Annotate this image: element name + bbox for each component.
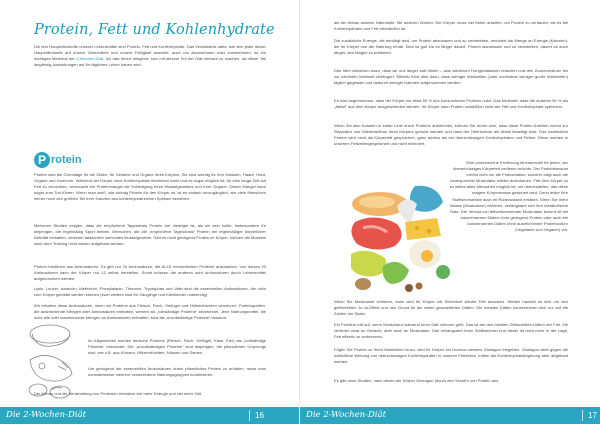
paragraph: Wenn Sie also Kalorien in erster Linie durch Proteine aufnehmen, können Sie sicher sein, dass diese Protein-Kalorien zuerst zur Reparatur und Wiederaufbau Ihres Körpers genutzt werden und dass der Überschuss als Abfall beseitigt wird. Das zusätzliche Protein wird nicht als Körperfett gespeichert, ganz anders als bei überschüssigen Kohlenhydraten und Fetten. Diese werden in unserem Fettzellengespeichert und nicht eliminiert. [334,123,568,147]
paragraph: als der Abbau anderer Nährstoffe. Mit anderen Worten: Der Körper muss viel härter arbeiten, um Protein zu verdauen, als es bei Kohlenhydraten und Fett erforderlich ist. [334,20,568,32]
footer-title: Die 2-Wochen-Diät [306,410,386,420]
page-number: 16 [255,411,264,420]
footer-divider [249,410,250,421]
paragraph: Fügen Sie Protein zu Ihren Mahlzeiten hinzu, wird Ihr Körper ein Hormon namens Glukagon freigeben. Glukagon wirkt gegen die schädliche Wirkung von überschüssigen Kohlenhydraten in unseren Fettzellen, indem die Kohlenhydratsteigerung aber abgebaut werden. [334,347,568,365]
paragraph: Mehreren Studien zeigten, dass die empfohlene Tagesdosis Protein viel niedriger ist, als sie sein sollte. Insbesondere für diejenigen, die regelmäßig Sport treiben. Menschen, die die „empfohlene Tagesdosis“ Protein bei regelmäßiger körperlicher Aktivität einhalten, verlieren tatsächlich wertvolles Muskelgewebe. Gibt es nicht genügend Protein im Körper, können die Muskeln nach dem Training nicht wieder aufgebaut werden. [34,223,266,247]
paragraph: Die zusätzliche Energie, die benötigt wird, um Protein abzubauen und zu verarbeiten, reduziert die Menge an Energie (Kalorien), die Ihr Körper von der Nahrung erhält. Dies ist gut! Da es länger dauert, Protein abzubauen und zu verarbeiten, dauert es auch länger, den Magen zu entleeren. [334,38,568,56]
paragraph: Es wird angenommen, dass der Körper nur etwa 50 % des konsumierten Proteins nutzt. Das bedeutet, dass die anderen 50 % als „Abfall“ aus dem Körper ausgeschieden werden. Ihr Körper kann Protein schließlich nicht wie Fett und Kohlenhydrate speichern. [334,98,568,110]
section-initial-badge: P [34,152,50,168]
section-heading: rotein [51,154,82,166]
paragraph: Ein Problem tritt auf, wenn Muskulatur während einer Diät verloren geht. Das ist bei den meisten Zeitschriften-Diäten der Fall. Sie verlieren zwar an Gewicht, aber auch an Muskulatur. Das verlangsamt Ihren Stoffwechsel und dieser ist nicht mehr in der Lage, Fett effektiv zu verbrennen. [334,322,568,340]
intro-paragraph [34,44,266,68]
protein-food-icons [345,176,455,294]
protein-line-art-icon [22,320,80,402]
footer-divider [582,410,583,421]
page-title: Protein, Fett und Kohlenhydrate [34,22,275,38]
paragraph: Wir erhalten diese Aminosäuren, wenn wir Proteine aus Fleisch, Fisch, Geflügel und Hülsenfrüchten verzehren. Proteinquellen, die ausreichende Mengen aller Aminosäuren enthalten, werden als „vollständige Proteine“ bezeichnet. Jene Nahrungsmittel, die nicht alle oder ausreichende Mengen an Aminosäuren enthalten, sind als „unvollständige Proteine“ bekannt. [34,303,266,321]
paragraph: Der Abbau und die Verarbeitung von Proteinen erfordern viel mehr Energie und viel mehr Zeit [34,391,202,396]
paragraph: Es gibt neue Studien, nach denen der Körper Glukagon (durch den Verzehr von Protein aus [334,378,499,383]
paragraph: Um genügend der essenziellen Aminosäuren durch pflanzliches Protein zu erhalten, muss man normalerweise mehrere verschiedene Nahrungsgruppen kombinieren. [88,366,266,378]
paragraph: Das führt wiederum dazu, dass wir uns länger satt fühlen – was wiederum Hungerattacken reduziert und den Zuckerzustrom bis zur nächsten Mahlzeit verlängert. Effektiv führt dies dazu, dass weniger Mahlzeiten (oder zumindest weniger große Mahlzeiten) täglich gegessen und dadurch weniger Kalorien aufgenommen werden. [334,68,568,86]
intro-highlight: 2-Wochen-Diät [76,56,104,62]
paragraph: Wenn Sie Muskulatur verlieren, dann wird Ihr Körper mit Sicherheit wieder Fett ansetzen. Hierbei handelt es sich um den gefürchteten Jo-Jo-Effekt und den Grund für die vielen gescheiterten Diäten. Die meisten Diäten konzentrieren sich nur auf die Zahlen der Skala. [334,299,568,317]
paragraph: Im Allgemeinen werden tierische Proteine (Fleisch, Fisch, Geflügel, Käse, Eier) als „vollständige Proteine“ betrachtet. Die „unvollständigen Proteine“ sind diejenigen, die pflanzlichen Ursprungs sind, wie z.B. aus Körnern, Hülsenfrüchten, Nüssen und Samen. [88,338,266,356]
paragraph: Protein bestehen aus Aminosäuren. Es gibt nur 20 Aminosäuren, die ALLE menschlichen Proteine ausmachen. Von diesen 20 Aminosäuren kann der Körper nur 12 selbst herstellen. Somit müssen die anderen acht Aminosäuren durch Lebensmittel aufgenommen werden. [34,264,266,282]
footer-right [300,407,600,424]
footer-left [0,407,299,424]
intro-text-end: . Ich rate Ihnen dringend, sich mit diesem Teil der Diät vertraut zu machen, da dieser Teil langfristig Auswirkungen auf Ihr tägliches Leben haben wird. [34,56,266,68]
paragraph: Eine proteinreiche Ernährung ist essenziell für jeden, der überschüssiges Körperfett verlieren möchte. Der Proteinkonsum erhöht nicht nur die Fettoxidation, sondern trägt auch die beanspruchte Muskulatur wieder aufzubauen, Fett dem Körper zu so selten alles Menschen möglich ist, um überzustellen, das diese magere Körpermasse gesichert wird. Denn leider Ihre Stoffwechselrate auch im Ruhezustand erhalten. Wenn Sie mehr Masse (Muskulatur) verlieren, verlangsamt sich Ihre metabolische Rate. Der Verlust von fettverbrennender Muskulatur kommt oft bei kalorienarmen Diäten ohne genügend Protein oder auch bei kalorienarmen Diäten ohne ausreichender Proteinzufuhr (Vegetarier und Veganer) vor. [449,160,568,233]
page-number: 17 [588,411,597,420]
footer-title: Die 2-Wochen-Diät [6,410,86,420]
intro-text: Die drei Hauptnährstoffe unserer Lebensmittel sind Protein, Fett und Kohlenhydrate. Das Verständnis dafür, wie sich jeder dieser Hauptnährstoffe auf unsere Gesundheit und unsere Fähigkeit auswirkt, auch um abzunehmen oder zuzunehmen, ist ein wichtiges Merkmal der [34,44,266,62]
paragraph: Lysin, Leucin, Isoleucin, Methionin, Phenylalanin, Threonin, Tryptophan und Valin sind die essenziellen Aminosäuren, die nicht vom Körper gebildet werden können (zwei weitere sind für Säuglinge und Kleinkinder notwendig). [34,286,266,298]
paragraph: Protein sind die Grundlage für die Zellen, für Gewebe und Organe Ihres Körpers. Sie sind wichtig für Ihre Muskeln, Haare, Haut, Organe und Hormone. Während der Körper ohne Kohlenhydrate überleben kann und es sogar möglich ist, für eine lange Zeit auf Fett zu verzichten, verursacht ein Proteinmangel die Schädigung Ihres Muskelgewebes und Ihrer Organe. Dieser Mangel kann sogar zum Tod führen. Wenn man weiß, wie wichtig Protein für den Körper ist, ist es einfach umzugänglich, wie viele Menschen immer noch den größten Teil ihrer Kalorien aus kohlenhydratreichen Speisen beziehen. [34,172,266,202]
